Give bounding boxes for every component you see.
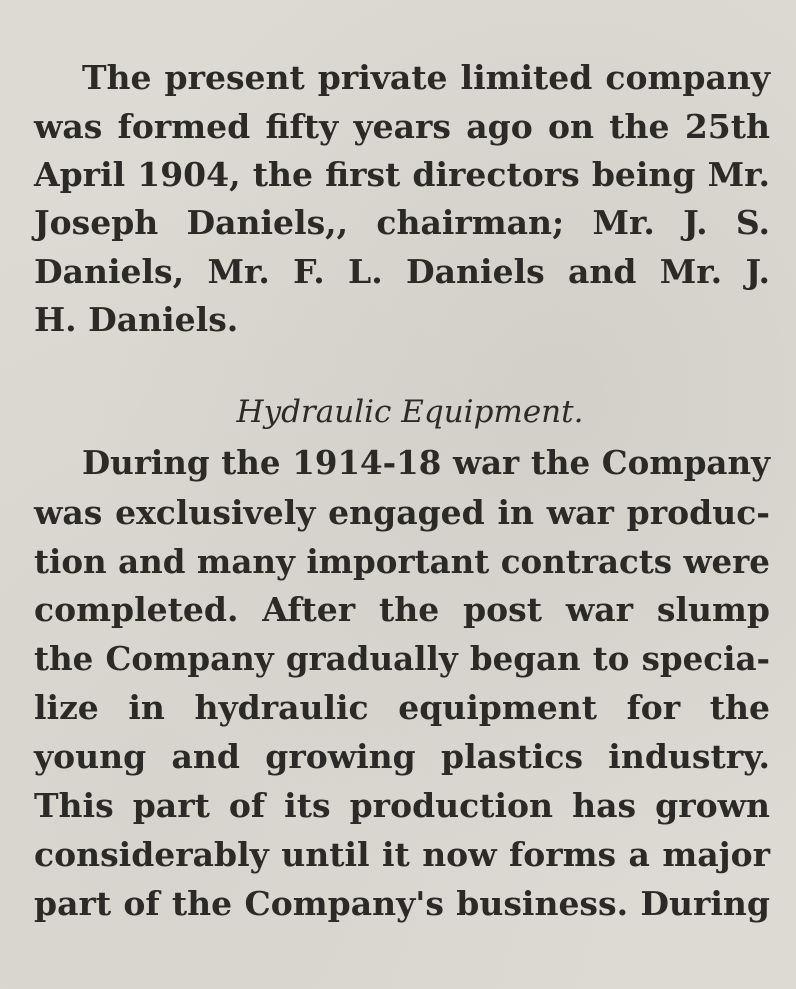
paragraph2-line-9: considerably until it now forms a major <box>34 835 770 874</box>
paragraph1-line-2: was formed fifty years ago on the 25th <box>34 107 770 146</box>
paragraph2-line-5: the Company gradually began to specia- <box>34 639 770 678</box>
paragraph2-line-6: lize in hydraulic equipment for the <box>34 688 770 727</box>
paragraph2-line-4: completed. After the post war slump <box>34 590 770 629</box>
paragraph1-line-4: Joseph Daniels,, chairman; Mr. J. S. <box>34 203 770 242</box>
paragraph2-line-1: During the 1914-18 war the Company <box>82 443 770 482</box>
paragraph2-line-10: part of the Company's business. During <box>34 884 770 923</box>
section-heading-text: Hydraulic Equipment. <box>236 394 584 430</box>
paragraph2-line-7: young and growing plastics industry. <box>34 737 770 776</box>
paragraph2-line-2: was exclusively engaged in war produc- <box>34 493 770 532</box>
paragraph2-line-8: This part of its production has grown <box>34 786 770 825</box>
section-heading <box>0 392 796 432</box>
paragraph1-line-3: April 1904, the first directors being Mr. <box>34 155 770 194</box>
paragraph1-line-6: H. Daniels. <box>34 300 239 339</box>
paragraph1-line-1: The present private limited company <box>82 58 770 97</box>
paragraph1-line-5: Daniels, Mr. F. L. Daniels and Mr. J. <box>34 252 770 291</box>
paragraph2-line-3: tion and many important contracts were <box>34 542 770 581</box>
